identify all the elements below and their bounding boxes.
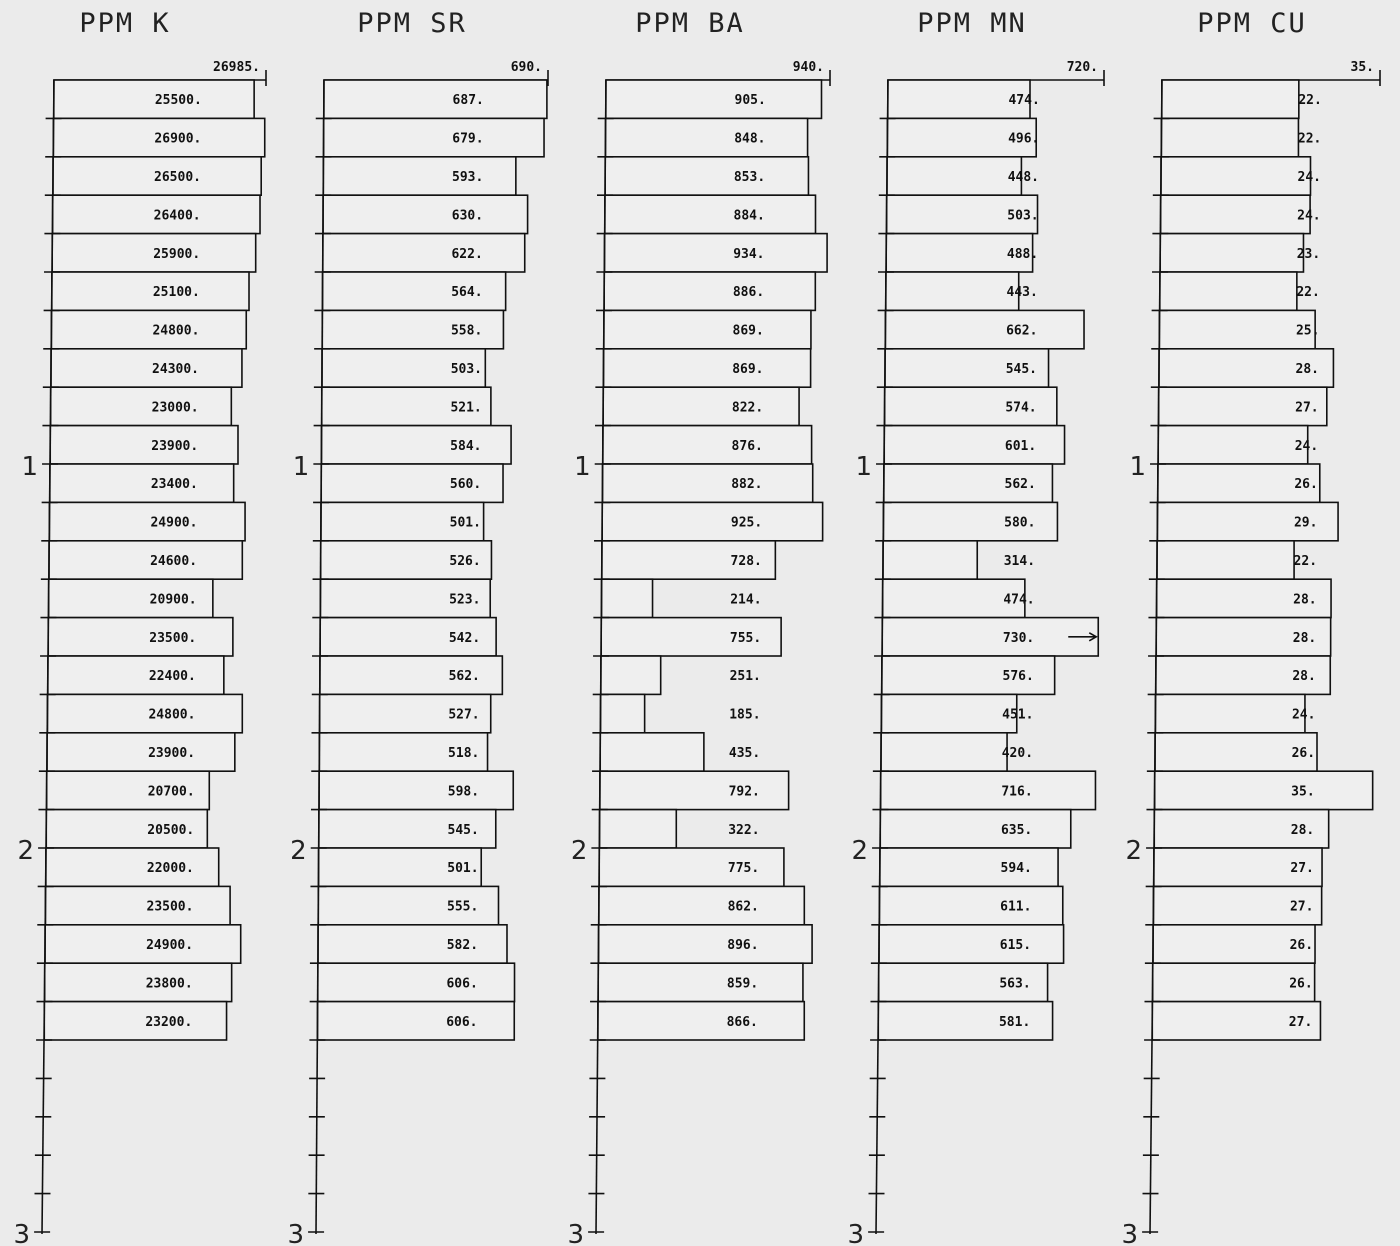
depth-label: 1: [574, 452, 591, 482]
bar: [602, 502, 822, 540]
bar-value-label: 474.: [1003, 592, 1035, 608]
panel-ppm-k: [14, 8, 266, 1246]
bar-value-label: 555.: [447, 899, 479, 915]
bar: [324, 118, 544, 156]
bar-value-label: 853.: [733, 170, 766, 185]
bar-value-label: 594.: [1000, 861, 1032, 877]
bar-value-label: 562.: [1004, 477, 1036, 493]
bar: [1159, 310, 1315, 348]
depth-label: 2: [1125, 836, 1143, 866]
bar: [606, 118, 808, 156]
bar-value-label: 728.: [730, 554, 762, 569]
bar: [598, 1002, 804, 1040]
bar: [323, 157, 516, 195]
bar-value-label: 185.: [729, 707, 761, 723]
scale-max-label: 26985.: [213, 60, 260, 75]
bar-value-label: 518.: [448, 746, 480, 761]
panel-ppm-cu: [1122, 8, 1380, 1246]
bar-value-label: 622.: [451, 246, 483, 262]
bar-value-label: 314.: [1003, 554, 1036, 569]
bar: [599, 925, 813, 963]
bar-value-label: 584.: [450, 438, 482, 454]
bar-value-label: 26400.: [153, 208, 201, 224]
bar-value-label: 876.: [731, 438, 763, 454]
bar-value-label: 501.: [447, 861, 479, 877]
bar: [879, 886, 1062, 924]
bar-value-label: 716.: [1001, 784, 1033, 800]
bar-value-label: 582.: [446, 938, 479, 953]
depth-label: 1: [292, 452, 310, 482]
bar-value-label: 27.: [1289, 899, 1314, 915]
bar-value-label: 488.: [1006, 246, 1039, 262]
bar-value-label: 859.: [726, 976, 759, 992]
bar-value-label: 26900.: [154, 131, 202, 147]
bar-value-label: 24800.: [148, 707, 196, 723]
bar-value-label: 23500.: [149, 630, 197, 646]
depth-label: 1: [21, 452, 39, 482]
bar-value-label: 29.: [1293, 515, 1318, 531]
bar-value-label: 730.: [1002, 630, 1035, 646]
bar-value-label: 662.: [1006, 323, 1038, 339]
bar: [52, 272, 249, 310]
bar: [884, 426, 1064, 464]
bar-value-label: 934.: [733, 246, 765, 262]
bar-value-label: 896.: [727, 938, 759, 953]
bar: [47, 694, 242, 732]
bar-value-label: 451.: [1002, 707, 1034, 723]
bar-value-label: 521.: [450, 400, 482, 416]
bar-value-label: 25.: [1295, 323, 1320, 339]
bar: [1161, 118, 1298, 156]
bar-value-label: 755.: [729, 630, 762, 646]
bar-value-label: 24600.: [150, 554, 198, 569]
bar-value-label: 24900.: [150, 515, 198, 531]
bar-value-label: 25500.: [154, 93, 202, 109]
bar-value-label: 25900.: [153, 246, 201, 262]
bar-value-label: 23200.: [145, 1014, 193, 1030]
depth-label: 2: [17, 836, 35, 866]
bar-value-label: 580.: [1004, 515, 1036, 531]
bar-value-label: 905.: [734, 93, 766, 109]
panel-ppm-ba: [568, 8, 830, 1246]
bar: [603, 387, 799, 425]
depth-label: 3: [847, 1220, 865, 1246]
bar-value-label: 420.: [1001, 746, 1034, 761]
bar-value-label: 26.: [1289, 976, 1313, 992]
bar: [604, 310, 811, 348]
bar-value-label: 23900.: [148, 746, 196, 761]
bar: [605, 195, 816, 233]
depth-label: 1: [1129, 452, 1147, 482]
bar: [606, 80, 822, 118]
panel-ppm-sr: [288, 8, 548, 1246]
bar-value-label: 251.: [729, 669, 761, 685]
bar-value-label: 23900.: [151, 438, 199, 454]
bar-value-label: 435.: [728, 746, 761, 761]
bar-value-label: 523.: [449, 592, 481, 608]
bar-value-label: 630.: [451, 208, 484, 224]
bar: [600, 771, 789, 809]
bar: [604, 349, 811, 387]
bar: [45, 925, 241, 963]
bar-value-label: 24800.: [152, 323, 200, 339]
scale-max-label: 720.: [1066, 60, 1098, 75]
bar-value-label: 26.: [1289, 938, 1314, 953]
bar: [51, 310, 246, 348]
bar-value-label: 775.: [727, 861, 760, 877]
bar: [49, 541, 242, 579]
bar-value-label: 866.: [726, 1014, 758, 1030]
bar-value-label: 527.: [448, 707, 480, 723]
bar: [605, 157, 808, 195]
bar-value-label: 562.: [448, 669, 480, 685]
bar-value-label: 558.: [450, 323, 483, 339]
bar-value-label: 20900.: [149, 592, 197, 608]
bar-value-label: 869.: [732, 323, 764, 339]
bar: [601, 656, 661, 694]
bar: [323, 234, 525, 272]
bar-value-label: 611.: [1000, 899, 1032, 915]
bar: [321, 426, 511, 464]
bar-value-label: 322.: [728, 822, 760, 838]
depth-label: 3: [287, 1220, 305, 1246]
depth-label: 3: [1121, 1220, 1139, 1246]
bar-value-label: 23400.: [150, 477, 198, 493]
bar: [324, 80, 547, 118]
bar-value-label: 24900.: [146, 938, 194, 953]
bar: [600, 733, 704, 771]
bar-value-label: 22.: [1298, 93, 1322, 109]
bar-value-label: 606.: [446, 976, 478, 992]
bar-value-label: 22.: [1297, 131, 1322, 147]
bar-value-label: 23800.: [145, 976, 193, 992]
bar-value-label: 20700.: [147, 784, 195, 800]
bar: [599, 886, 804, 924]
bar-value-label: 576.: [1002, 669, 1034, 685]
bar-value-label: 27.: [1290, 861, 1314, 877]
bar: [880, 810, 1070, 848]
bar-value-label: 20500.: [147, 822, 195, 838]
panel-title: PPM CU: [1197, 8, 1307, 39]
bar: [51, 387, 232, 425]
bar-value-label: 635.: [1000, 822, 1033, 838]
bar-value-label: 581.: [998, 1014, 1031, 1030]
bar: [50, 426, 238, 464]
depth-label: 1: [855, 452, 873, 482]
bar-value-label: 615.: [999, 938, 1032, 953]
bar: [602, 579, 653, 617]
bar-value-label: 22000.: [146, 861, 194, 877]
bar: [1155, 771, 1373, 809]
bar: [1160, 234, 1303, 272]
bar-value-label: 601.: [1004, 438, 1037, 454]
bar-value-label: 28.: [1295, 362, 1320, 377]
bar: [318, 1002, 515, 1040]
bar-value-label: 23000.: [151, 400, 199, 416]
bar: [883, 541, 977, 579]
bar-value-label: 28.: [1292, 630, 1317, 646]
bar-value-label: 24.: [1291, 707, 1316, 723]
bar-value-label: 28.: [1292, 669, 1316, 685]
bar-value-label: 35.: [1291, 784, 1315, 800]
bar: [1162, 80, 1299, 118]
bar: [44, 1002, 226, 1040]
bar-value-label: 496.: [1008, 131, 1040, 147]
bar-value-label: 24.: [1297, 208, 1321, 224]
bar-value-label: 26.: [1291, 746, 1316, 761]
bar-value-label: 545.: [447, 822, 479, 838]
depth-label: 2: [570, 836, 588, 866]
bar-value-label: 884.: [733, 208, 765, 224]
bar-value-label: 22.: [1293, 554, 1318, 569]
panel-title: PPM K: [79, 8, 171, 39]
bar: [882, 618, 1098, 656]
depth-label: 3: [13, 1220, 31, 1246]
bar: [49, 502, 245, 540]
panel-title: PPM MN: [917, 8, 1027, 39]
bar-value-label: 542.: [448, 630, 481, 646]
bar-value-label: 27.: [1288, 1014, 1313, 1030]
bar-value-label: 869.: [732, 362, 764, 377]
bar-value-label: 862.: [727, 899, 759, 915]
bar-value-label: 822.: [731, 400, 764, 416]
bar-value-label: 526.: [449, 554, 481, 569]
bar-value-label: 24.: [1297, 170, 1322, 185]
bar: [881, 771, 1096, 809]
bar-value-label: 503.: [1007, 208, 1039, 224]
panel-ppm-mn: [848, 8, 1104, 1246]
bar-value-label: 443.: [1006, 285, 1038, 301]
bar-value-label: 501.: [449, 515, 481, 531]
bar: [598, 963, 803, 1001]
bar: [51, 349, 242, 387]
bar: [1160, 272, 1297, 310]
bar: [601, 694, 645, 732]
bar: [1155, 694, 1304, 732]
bar-value-label: 28.: [1293, 592, 1317, 608]
bar: [603, 426, 812, 464]
bar: [604, 272, 815, 310]
depth-label: 2: [290, 836, 307, 866]
bar-value-label: 606.: [446, 1014, 478, 1030]
bar: [603, 464, 813, 502]
scale-max-label: 690.: [510, 60, 542, 75]
bar-value-label: 28.: [1290, 822, 1315, 838]
bar: [1161, 157, 1310, 195]
bar: [319, 771, 513, 809]
bar-value-label: 563.: [999, 976, 1031, 992]
bar: [885, 310, 1084, 348]
depth-label: 3: [567, 1220, 585, 1246]
bar: [605, 234, 828, 272]
bar-value-label: 848.: [734, 131, 766, 147]
bar-value-label: 886.: [732, 285, 765, 301]
bar-value-label: 27.: [1295, 400, 1319, 416]
bar: [318, 963, 515, 1001]
bar: [881, 694, 1016, 732]
bar-value-label: 26500.: [154, 170, 202, 185]
bar-value-label: 23.: [1296, 246, 1321, 262]
bar: [50, 464, 234, 502]
bar-value-label: 22.: [1296, 285, 1320, 301]
bar-value-label: 593.: [452, 170, 484, 185]
bar-value-label: 22400.: [148, 669, 196, 685]
bar: [318, 925, 507, 963]
scale-max-label: 940.: [792, 60, 824, 75]
bar: [323, 195, 528, 233]
bar-value-label: 24.: [1294, 438, 1319, 454]
bar: [45, 886, 230, 924]
bar: [45, 963, 232, 1001]
scale-max-label: 35.: [1350, 60, 1374, 75]
bar-value-label: 26.: [1294, 477, 1318, 493]
bar-value-label: 503.: [450, 362, 483, 377]
bar: [1161, 195, 1310, 233]
bar-value-label: 574.: [1005, 400, 1037, 416]
bar-value-label: 23500.: [146, 899, 194, 915]
bar-value-label: 598.: [447, 784, 480, 800]
panel-title: PPM BA: [635, 8, 745, 39]
bar-value-label: 687.: [452, 93, 484, 109]
bar-value-label: 214.: [730, 592, 762, 608]
bar: [887, 157, 1021, 195]
bar-value-label: 545.: [1005, 362, 1038, 377]
bar-value-label: 679.: [452, 131, 484, 147]
bar: [48, 656, 224, 694]
bar: [48, 618, 233, 656]
bar: [600, 810, 677, 848]
bar-value-label: 25100.: [152, 285, 200, 301]
bar-value-label: 882.: [731, 477, 763, 493]
bar: [1158, 426, 1307, 464]
bar: [1157, 541, 1294, 579]
bar: [47, 733, 235, 771]
bar-value-label: 24300.: [152, 362, 200, 377]
bar-value-label: 560.: [449, 477, 482, 493]
depth-label: 2: [851, 836, 869, 866]
bar-value-label: 448.: [1007, 170, 1040, 185]
bar: [886, 272, 1019, 310]
bar-value-label: 564.: [451, 285, 483, 301]
bar: [879, 925, 1063, 963]
bar-value-label: 925.: [730, 515, 763, 531]
bar: [881, 733, 1007, 771]
bar-value-label: 474.: [1008, 93, 1040, 109]
panel-title: PPM SR: [357, 8, 467, 39]
bar-value-label: 792.: [728, 784, 760, 800]
